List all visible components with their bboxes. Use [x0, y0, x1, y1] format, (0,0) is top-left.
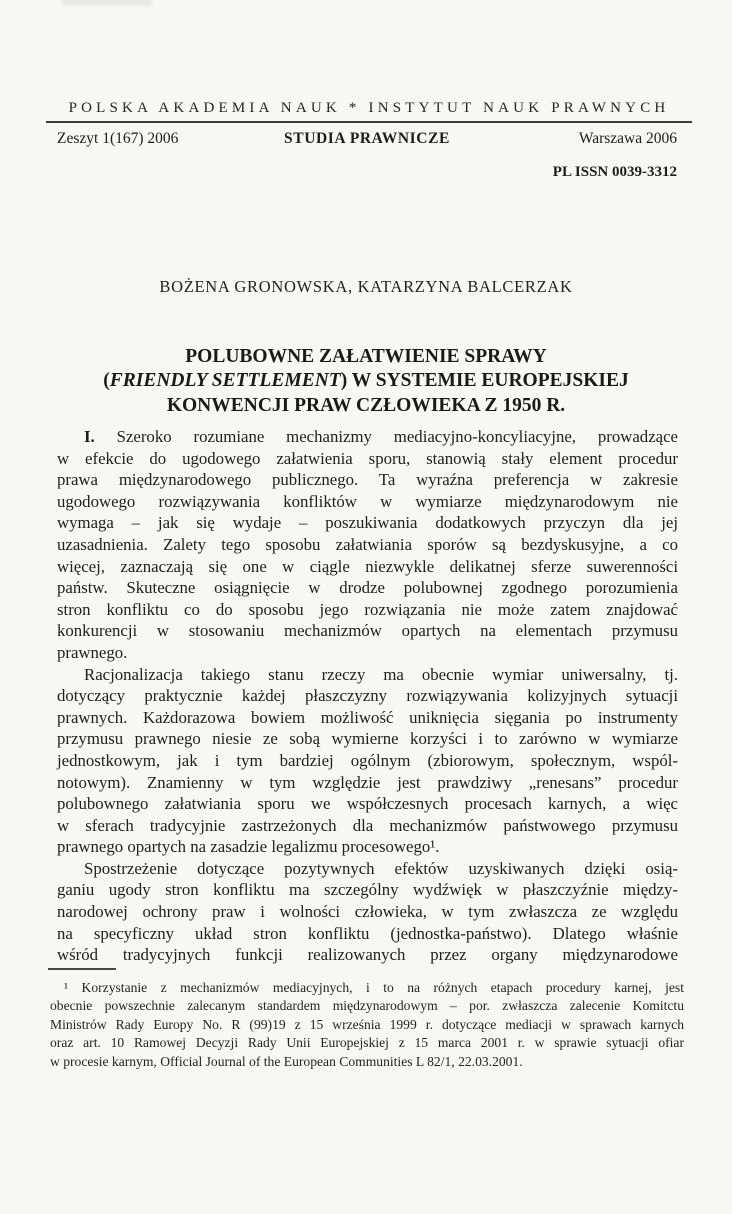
authors-line: BOŻENA GRONOWSKA, KATARZYNA BALCERZAK [159, 277, 573, 296]
text-line: przymusu prawnego niesie ze sobą wymierne korzyści i to zarówno w wymiarze [57, 729, 678, 749]
text-line: notowym). Znamienny w tym względzie jest prawdziwy „renesans” procedur [57, 772, 678, 792]
text-line: Spostrzeżenie dotyczące pozytywnych efektów uzyskiwanych dzięki osią- [84, 858, 678, 878]
article-body [57, 426, 678, 966]
article-title [36, 345, 696, 418]
journal-title: STUDIA PRAWNICZE [284, 130, 450, 147]
footnote-rule [48, 968, 116, 970]
issn-number: PL ISSN 0039-3312 [552, 164, 677, 180]
article-title-line2: (FRIENDLY SETTLEMENT) W SYSTEMIE EUROPEJSKIEJ [103, 370, 629, 392]
text-line: polubownego załatwiania sporu we współczesnych procesach karnych, a więc [57, 794, 678, 814]
paragraph-3 [57, 858, 678, 966]
text-line: oraz art. 10 Ramowej Decyzji Rady Unii Europejskiej z 15 marca 2001 r. w sprawie sytuacji ofiar [50, 1035, 684, 1051]
text-line: ganiu ugody stron konfliktu ma szczególny wydźwięk w płaszczyźnie między- [57, 880, 678, 900]
text-line: stron konfliktu co do sposobu jego rozwiązania nie może zatem znajdować [57, 599, 678, 619]
text-line: państw. Skuteczne osiągnięcie w drodze polubownej zgodnego porozumienia [57, 578, 678, 598]
text-line: na specyficzny układ stron konfliktu (jednostka-państwo). Dlatego właśnie [57, 923, 678, 943]
section-numeral: I. [84, 427, 95, 446]
text-line: ugodowego rozwiązywania konfliktów w wymiarze międzynarodowym nie [57, 491, 678, 511]
footnote-1 [50, 979, 684, 1071]
article-title-line1: POLUBOWNE ZAŁATWIENIE SPRAWY [185, 346, 547, 367]
text-line: ¹ Korzystanie z mechanizmów mediacyjnych, i to na różnych etapach procedury karnej, jest [64, 980, 684, 995]
paragraph-1 [57, 426, 678, 664]
journal-masthead: POLSKA AKADEMIA NAUK * INSTYTUT NAUK PRAWNYCH [68, 100, 670, 116]
text-line: Ministrów Rady Europy No. R (99)19 z 15 września 1999 r. dotyczące mediacji w sprawach karnych [50, 1016, 684, 1032]
text-line: w procesie karnym, Official Journal of the European Communities L 82/1, 22.03.2001. [50, 1053, 523, 1069]
header-rule [46, 121, 692, 123]
text-line: uzasadnienia. Zalety tego sposobu załatwiania sporów są bezdyskusyjne, a co [57, 534, 678, 554]
text-line: jednostkowym, jak i tym bardziej ogólnym (zbiorowym, społecznym, wspól- [57, 750, 678, 770]
text-line: prawnego. [57, 642, 128, 662]
text-line: dotyczący praktycznie każdej płaszczyzny rozwiązywania kolizyjnych sytuacji [57, 686, 678, 706]
paragraph-2 [57, 664, 678, 858]
article-title-line3: KONWENCJI PRAW CZŁOWIEKA Z 1950 R. [166, 394, 566, 416]
text-line: prawa międzynarodowego publicznego. Ta wyraźna preferencja w zakresie [57, 470, 678, 490]
scan-artifact [62, 0, 152, 5]
text-line: w efekcie do ugodowego załatwienia sporu, stanowią stały element procedur [57, 448, 678, 468]
text-line: obecnie powszechnie zalecanym standardem międzynarodowym – por. zwłaszcza zalecenie Komitctu [50, 998, 684, 1014]
text-line: narodowej ochrony praw i wolności człowieka, w tym zwłaszcza ze względu [57, 902, 678, 922]
journal-header-row [57, 130, 677, 148]
issue-number: Zeszyt 1(167) 2006 [57, 130, 179, 147]
text-line: prawnych. Każdorazowa bowiem możliwość uniknięcia sięgania po instrumenty [57, 707, 678, 727]
place-year: Warszawa 2006 [578, 130, 677, 147]
text-line: w sferach tradycyjnie zastrzeżonych dla mechanizmów państwowego przymusu [57, 815, 678, 835]
text-line: prawnego opartych na zasadzie legalizmu procesowego¹. [57, 837, 440, 857]
text-line: wymaga – jak się wydaje – poszukiwania dodatkowych przyczyn dla jej [57, 513, 678, 533]
text-line: I. Szeroko rozumiane mechanizmy mediacyjno-koncyliacyjne, prowadzące [84, 427, 678, 446]
article-title-italic: FRIENDLY SETTLEMENT [109, 370, 341, 392]
text-line: wśród tradycyjnych funkcji realizowanych przez organy międzynarodowe [57, 945, 678, 965]
text-line: więcej, zaznaczają się one w ciągle niezwykle delikatnej sferze suwerenności [57, 556, 678, 576]
text-line: konkurencji w stosowaniu mechanizmów opartych na elementach przymusu [57, 621, 678, 641]
text-line: Racjonalizacja takiego stanu rzeczy ma obecnie wymiar uniwersalny, tj. [84, 664, 678, 684]
